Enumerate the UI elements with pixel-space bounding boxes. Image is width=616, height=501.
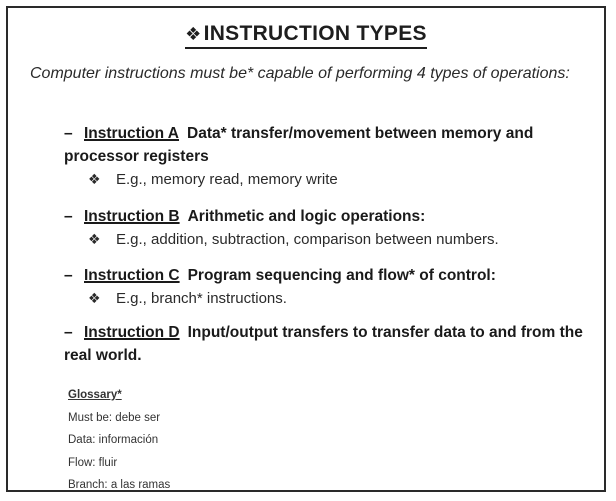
- instruction-label: Instruction B: [84, 208, 180, 225]
- dash-bullet: –: [64, 324, 73, 341]
- page-title-label: INSTRUCTION TYPES: [203, 22, 427, 45]
- instruction-label: Instruction C: [84, 267, 180, 284]
- diamond-bullet-icon: ❖: [88, 290, 101, 306]
- instruction-heading: [64, 264, 584, 287]
- page-title: [8, 22, 604, 49]
- example-text: E.g., memory read, memory write: [116, 171, 338, 188]
- instruction-heading: [64, 122, 584, 168]
- diamond-bullet-icon: ❖: [88, 171, 101, 187]
- glossary-entry: Must be: debe ser: [68, 411, 161, 424]
- dash-bullet: –: [64, 267, 73, 284]
- instruction-heading: [64, 321, 584, 367]
- glossary-entry: Branch: a las ramas: [68, 479, 171, 491]
- instruction-example: [88, 287, 584, 310]
- diamond-bullet-icon: ❖: [88, 231, 101, 247]
- instruction-description: Program sequencing and flow* of control:: [187, 267, 496, 284]
- instruction-item-a: [64, 122, 584, 191]
- glossary-title: Glossary*: [68, 389, 122, 401]
- instruction-description: Arithmetic and logic operations:: [187, 208, 426, 225]
- instruction-label: Instruction A: [84, 125, 180, 142]
- instruction-example: [88, 228, 584, 251]
- example-text: E.g., branch* instructions.: [116, 290, 287, 307]
- example-text: E.g., addition, subtraction, comparison between numbers.: [116, 231, 499, 248]
- glossary-entry: Flow: fluir: [68, 456, 118, 469]
- dash-bullet: –: [64, 208, 73, 225]
- instruction-item-d: [64, 321, 584, 367]
- instruction-example: [88, 168, 584, 191]
- intro-text: Computer instructions must be* capable of performing 4 types of operations:: [30, 65, 570, 82]
- instruction-item-b: [64, 205, 584, 251]
- dash-bullet: –: [64, 125, 73, 142]
- instruction-description: Data* transfer/movement between memory and processor registers: [64, 125, 534, 165]
- instruction-heading: [64, 205, 584, 228]
- glossary-entry: Data: información: [68, 434, 159, 446]
- instruction-item-c: [64, 264, 584, 310]
- diamond-bullet-icon: ❖: [185, 24, 202, 44]
- instruction-label: Instruction D: [84, 324, 180, 341]
- content-card: [6, 6, 606, 492]
- instruction-description: Input/output transfers to transfer data to and from the real world.: [64, 324, 583, 364]
- page-title-text: [185, 22, 427, 49]
- glossary: [68, 384, 170, 497]
